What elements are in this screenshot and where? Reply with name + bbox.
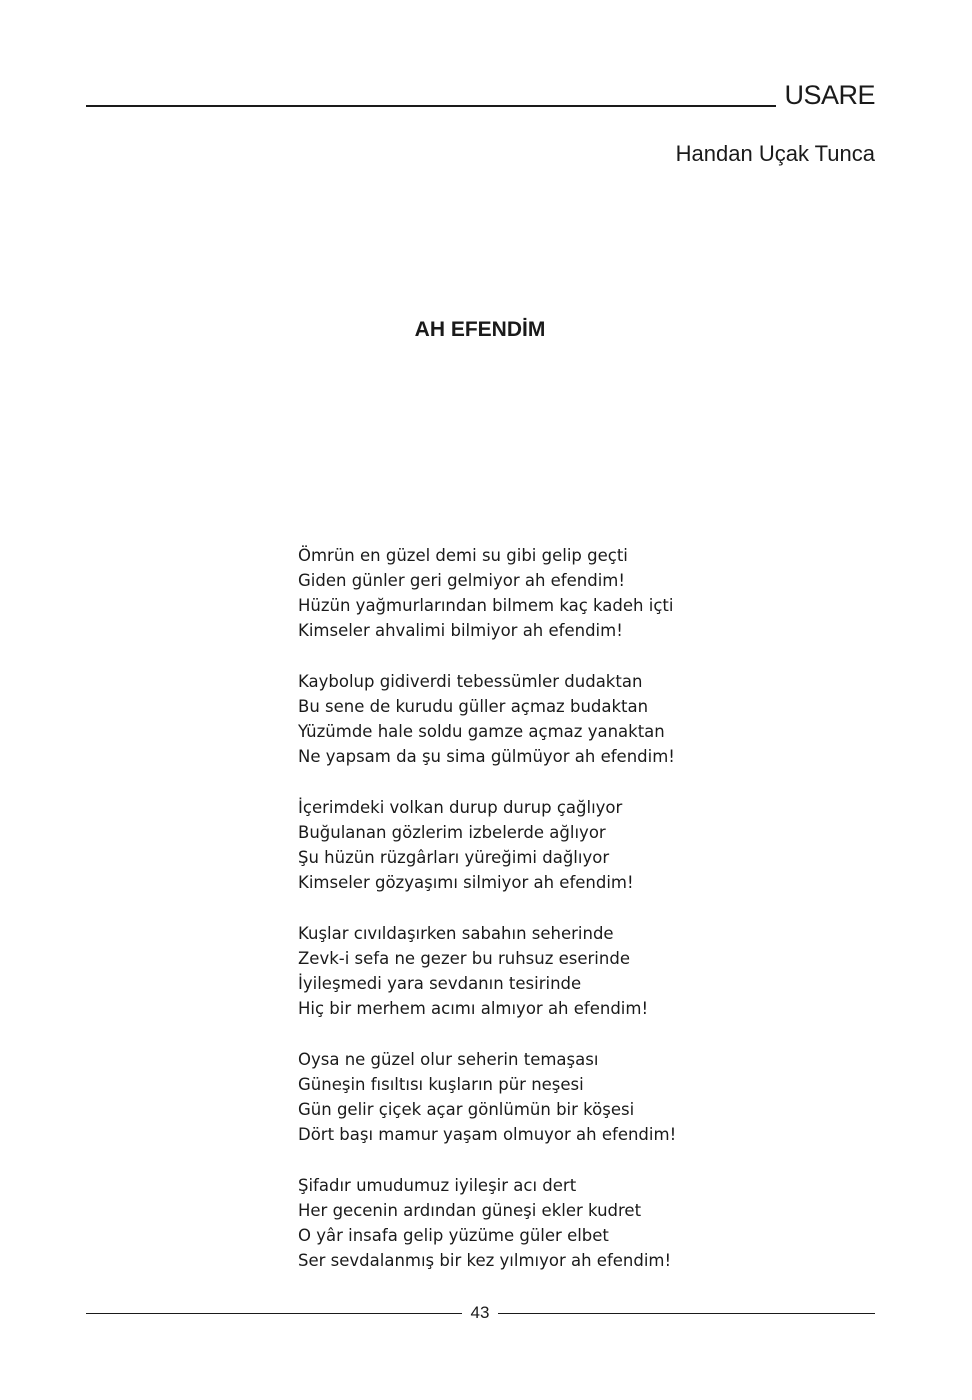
- poem-line: O yâr insafa gelip yüzüme güler elbet: [298, 1226, 609, 1245]
- poem-line: Kimseler ahvalimi bilmiyor ah efendim!: [298, 621, 623, 640]
- poem-line: Güneşin fısıltısı kuşların pür neşesi: [298, 1075, 584, 1094]
- poem-line: Giden günler geri gelmiyor ah efendim!: [298, 571, 625, 590]
- stanza: [298, 543, 676, 643]
- poem-body: [298, 543, 676, 1299]
- header-rule: [86, 105, 776, 107]
- poem-line: Gün gelir çiçek açar gönlümün bir köşesi: [298, 1100, 635, 1119]
- poem-line: Hiç bir merhem acımı almıyor ah efendim!: [298, 999, 649, 1018]
- stanza: [298, 1173, 676, 1273]
- poem-title: AH EFENDİM: [414, 318, 546, 341]
- stanza: [298, 1047, 676, 1147]
- poem-line: Şifadır umudumuz iyileşir acı dert: [298, 1176, 577, 1195]
- author-name: Handan Uçak Tunca: [675, 141, 875, 166]
- footer-rule-left: [86, 1313, 462, 1314]
- poem-line: Bu sene de kurudu güller açmaz budaktan: [298, 697, 649, 716]
- poem-line: Her gecenin ardından güneşi ekler kudret: [298, 1201, 642, 1220]
- poem-line: Ser sevdalanmış bir kez yılmıyor ah efendim!: [298, 1251, 672, 1270]
- stanza: [298, 795, 676, 895]
- stanza: [298, 921, 676, 1021]
- poem-line: Ömrün en güzel demi su gibi gelip geçti: [298, 546, 628, 565]
- poem-line: Şu hüzün rüzgârları yüreğimi dağlıyor: [298, 848, 610, 867]
- page-number: 43: [470, 1303, 490, 1322]
- poem-line: Hüzün yağmurlarından bilmem kaç kadeh içti: [298, 596, 674, 615]
- poem-line: Ne yapsam da şu sima gülmüyor ah efendim!: [298, 747, 675, 766]
- poem-line: Oysa ne güzel olur seherin temaşası: [298, 1050, 599, 1069]
- poem-line: Dört başı mamur yaşam olmuyor ah efendim!: [298, 1125, 677, 1144]
- footer-rule-right: [498, 1313, 875, 1314]
- poem-line: Kaybolup gidiverdi tebessümler dudaktan: [298, 672, 643, 691]
- poem-line: Kimseler gözyaşımı silmiyor ah efendim!: [298, 873, 634, 892]
- journal-title: USARE: [784, 80, 875, 110]
- poem-line: Zevk-i sefa ne gezer bu ruhsuz eserinde: [298, 949, 630, 968]
- poem-line: İyileşmedi yara sevdanın tesirinde: [298, 974, 582, 993]
- poem-line: Buğulanan gözlerim izbelerde ağlıyor: [298, 823, 606, 842]
- poem-line: Yüzümde hale soldu gamze açmaz yanaktan: [298, 722, 665, 741]
- poem-line: İçerimdeki volkan durup durup çağlıyor: [298, 798, 623, 817]
- poem-line: Kuşlar cıvıldaşırken sabahın seherinde: [298, 924, 614, 943]
- stanza: [298, 669, 676, 769]
